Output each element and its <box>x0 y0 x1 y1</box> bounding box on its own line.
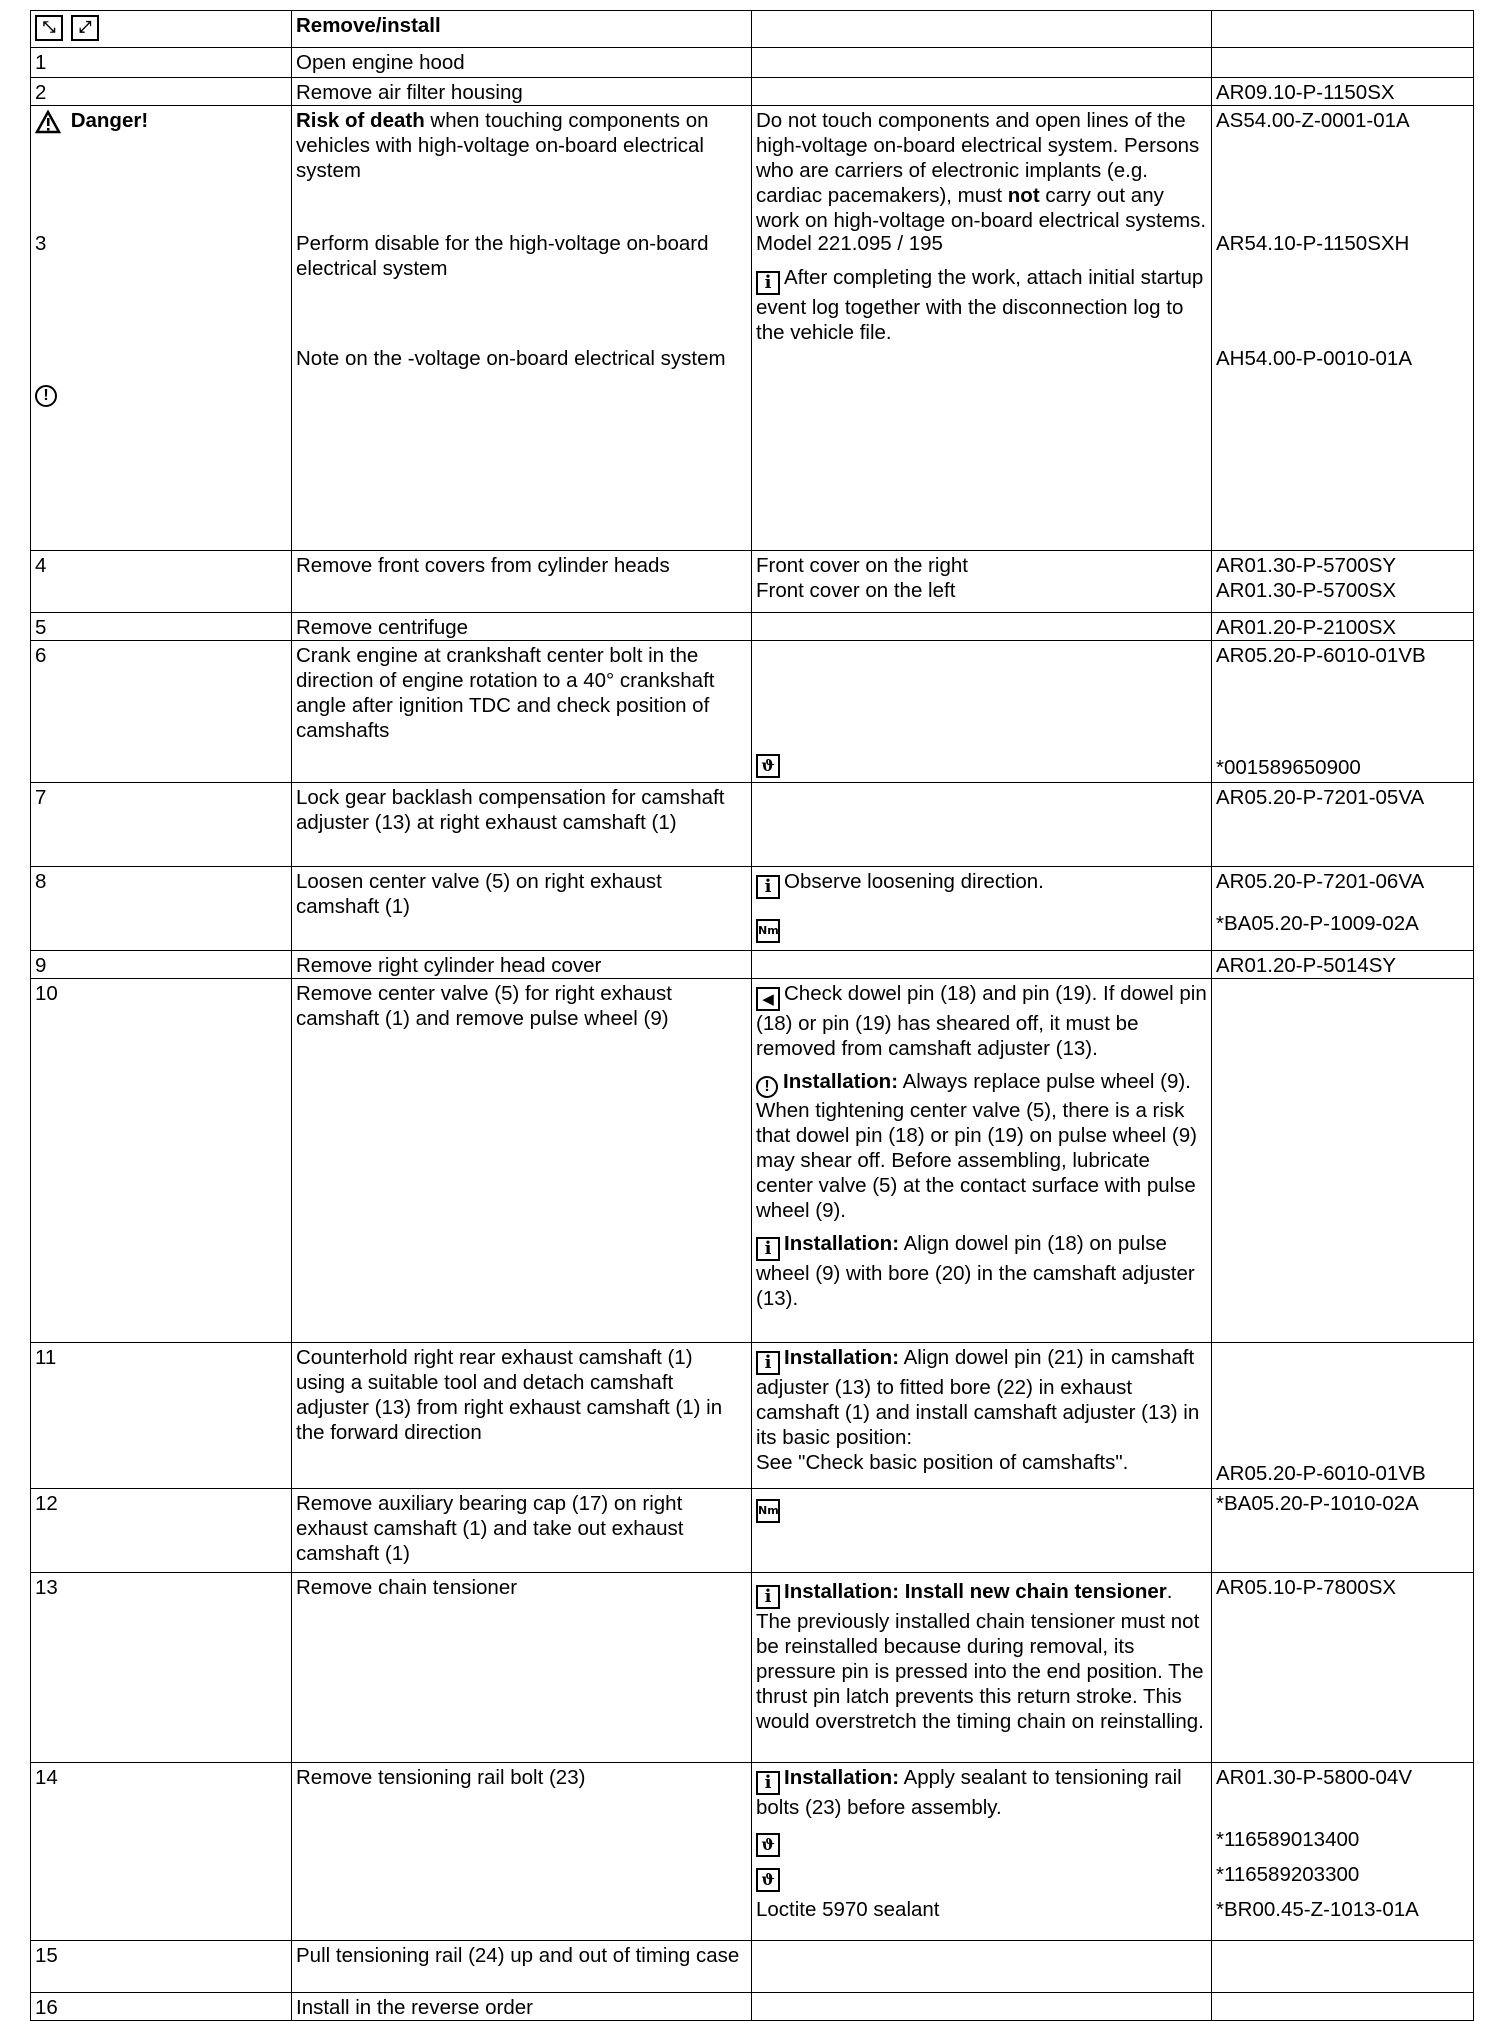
table-row: Danger! 3 ! Risk of death when touching components on vehicles with high-voltage on-board electrical system Perform disable for the high-voltage on-board electrical system Note on the -voltage on-board electrical system Do not touch components and open lines of the high-voltage on-board electrical system. Persons who are carriers of electronic implants (e.g. cardiac pacemakers), must not carry out any work on high-voltage on-board electrical systems. Model 221.095 / 195 i After completing the work, attach initial startup event log together with the disconnection log to the vehicle file. AS54.00-Z-0001-01A AR54.10-P-1150SXH AH54.00-P-0010-01A <box>31 106 1474 551</box>
table-row: 11 Counterhold right rear exhaust camshaft (1) using a suitable tool and detach camshaft adjuster (13) from right exhaust camshaft (1) in the forward direction i Installation: Align dowel pin (21) in camshaft adjuster (13) to fitted bore (22) in exhaust camshaft (1) and install camshaft adjuster (13) in its basic position: See "Check basic position of camshafts". AR05.20-P-6010-01VB <box>31 1343 1474 1489</box>
table-row: 2 Remove air filter housing AR09.10-P-1150SX <box>31 78 1474 106</box>
collapse-icon[interactable]: ⤢ <box>71 15 99 41</box>
info-icon: i <box>756 1585 780 1609</box>
table-row: 13 Remove chain tensioner i Installation: Install new chain tensioner. The previously installed chain tensioner must not be reinstalled because during removal, its pressure pin is pressed into the end position. The thrust pin latch prevents this return stroke. This would overstretch the timing chain on reinstalling. AR05.10-P-7800SX <box>31 1573 1474 1763</box>
table-row: 1 Open engine hood <box>31 48 1474 78</box>
doc-reference[interactable]: *BR00.45-Z-1013-01A <box>1216 1898 1419 1921</box>
table-row: 15 Pull tensioning rail (24) up and out of timing case <box>31 1941 1474 1993</box>
doc-reference[interactable]: AH54.00-P-0010-01A <box>1216 347 1413 370</box>
back-reference-icon: ◀ <box>756 987 780 1011</box>
table-row: 5 Remove centrifuge AR01.20-P-2100SX <box>31 613 1474 641</box>
info-icon: i <box>756 875 780 899</box>
doc-reference[interactable]: *116589203300 <box>1216 1863 1360 1886</box>
table-row: 7 Lock gear backlash compensation for camshaft adjuster (13) at right exhaust camshaft (1) AR05.20-P-7201-05VA <box>31 783 1474 867</box>
expand-icon[interactable]: ⤡ <box>35 15 63 41</box>
table-row: 12 Remove auxiliary bearing cap (17) on right exhaust camshaft (1) and take out exhaust camshaft (1) Nm *BA05.20-P-1010-02A <box>31 1489 1474 1573</box>
table-row: 14 Remove tensioning rail bolt (23) i Installation: Apply sealant to tensioning rail bolts (23) before assembly. ϑ ϑ Loctite 5970 sealant AR01.30-P-5800-04V *116589013400 *116589203300 *BR00.45-Z-1013-01A <box>31 1763 1474 1941</box>
doc-reference[interactable]: AR01.20-P-5014SY <box>1212 951 1474 979</box>
table-title: Remove/install <box>292 11 752 48</box>
doc-reference[interactable]: AR05.20-P-7201-05VA <box>1212 783 1474 867</box>
special-tool-icon: ϑ <box>756 754 780 778</box>
table-row: 6 Crank engine at crankshaft center bolt in the direction of engine rotation to a 40° crankshaft angle after ignition TDC and check position of camshafts ϑ AR05.20-P-6010-01VB *001589650900 <box>31 641 1474 783</box>
note-icon: ! <box>756 1076 778 1098</box>
torque-icon: Nm <box>756 919 780 943</box>
danger-label: Danger! <box>70 109 149 132</box>
table-row: 4 Remove front covers from cylinder heads Front cover on the right Front cover on the left AR01.30-P-5700SY AR01.30-P-5700SX <box>31 551 1474 613</box>
info-icon: i <box>756 1351 780 1375</box>
torque-icon: Nm <box>756 1499 780 1523</box>
doc-reference[interactable]: AR05.20-P-6010-01VB <box>1212 1343 1474 1489</box>
doc-reference[interactable]: AS54.00-Z-0001-01A <box>1216 109 1410 132</box>
table-row: 9 Remove right cylinder head cover AR01.20-P-5014SY <box>31 951 1474 979</box>
special-tool-icon: ϑ <box>756 1833 780 1857</box>
table-row: 16 Install in the reverse order <box>31 1993 1474 2021</box>
doc-reference[interactable]: *001589650900 <box>1216 756 1361 779</box>
doc-reference[interactable]: AR01.30-P-5800-04V <box>1216 1766 1413 1789</box>
doc-reference[interactable]: AR09.10-P-1150SX <box>1212 78 1474 106</box>
doc-reference[interactable]: *BA05.20-P-1009-02A <box>1216 912 1419 935</box>
doc-reference[interactable]: AR54.10-P-1150SXH <box>1216 232 1410 255</box>
doc-reference[interactable]: AR01.30-P-5700SX <box>1216 579 1397 602</box>
table-header-row <box>31 11 1474 48</box>
doc-reference[interactable]: AR05.10-P-7800SX <box>1212 1573 1474 1763</box>
info-icon: i <box>756 271 780 295</box>
doc-reference[interactable]: *BA05.20-P-1010-02A <box>1212 1489 1474 1573</box>
doc-reference[interactable]: AR01.30-P-5700SY <box>1216 554 1397 577</box>
doc-reference[interactable]: *116589013400 <box>1216 1828 1360 1851</box>
special-tool-icon: ϑ <box>756 1868 780 1892</box>
procedure-table <box>30 10 1474 2021</box>
info-icon: i <box>756 1237 780 1261</box>
table-row: 10 Remove center valve (5) for right exhaust camshaft (1) and remove pulse wheel (9) ◀ Check dowel pin (18) and pin (19). If dowel pin (18) or pin (19) has sheared off, it must be removed from camshaft adjuster (13). ! Installation: Always replace pulse wheel (9). When tightening center valve (5), there is a risk that dowel pin (18) or pin (19) on pulse wheel (9) may shear off. Before assembling, lubricate center valve (5) at the contact surface with pulse wheel (9). i Installation: Align dowel pin (18) on pulse wheel (9) with bore (20) in the camshaft adjuster (13). <box>31 979 1474 1343</box>
doc-reference[interactable]: AR01.20-P-2100SX <box>1212 613 1474 641</box>
table-row: 8 Loosen center valve (5) on right exhaust camshaft (1) i Observe loosening direction. Nm AR05.20-P-7201-06VA *BA05.20-P-1009-02A <box>31 867 1474 951</box>
note-icon: ! <box>35 385 57 407</box>
doc-reference[interactable]: AR05.20-P-6010-01VB <box>1216 644 1426 667</box>
doc-reference[interactable]: AR05.20-P-7201-06VA <box>1216 870 1425 893</box>
info-icon: i <box>756 1771 780 1795</box>
